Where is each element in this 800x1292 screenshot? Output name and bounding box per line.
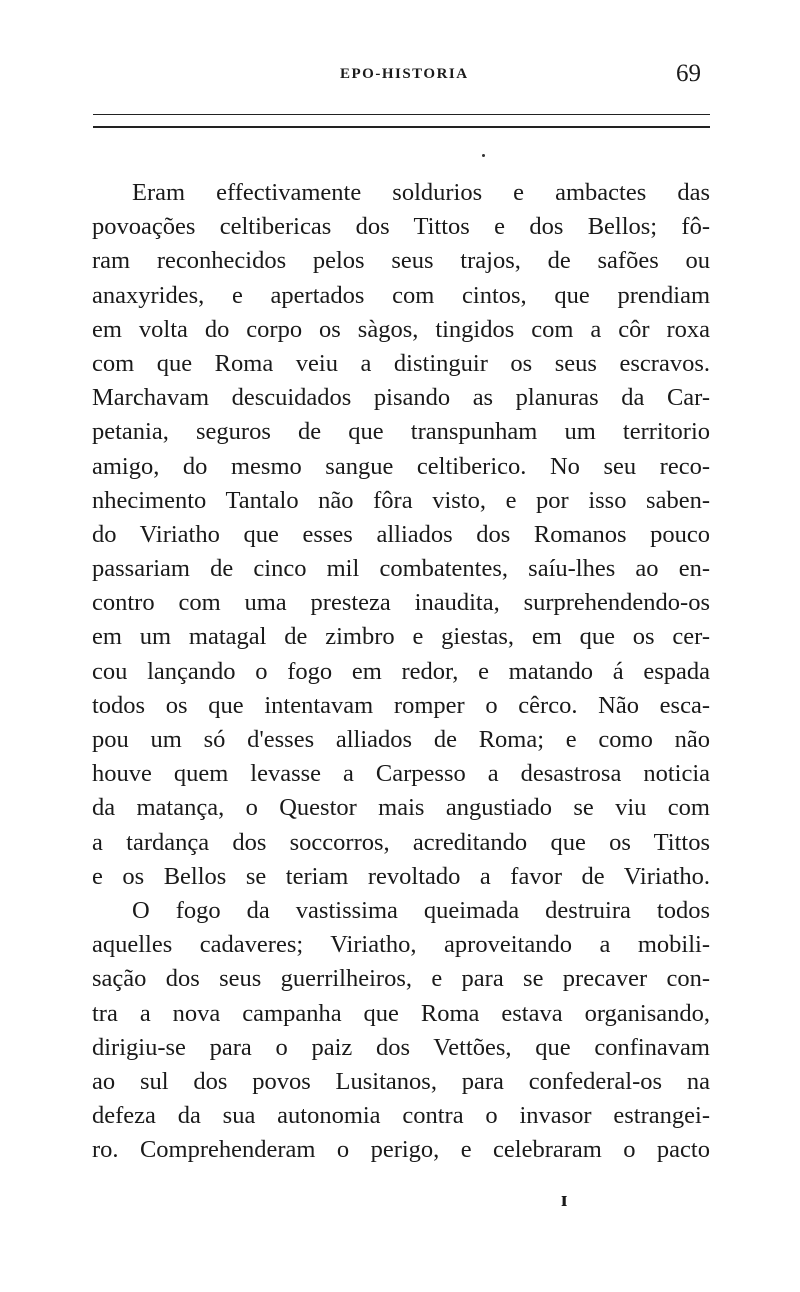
- print-speck: [482, 154, 485, 157]
- text-line: em volta do corpo os sàgos, tingidos com a côr roxa: [92, 315, 710, 343]
- text-line: dirigiu-se para o paiz dos Vettões, que confinavam: [92, 1033, 710, 1061]
- page-number: 69: [676, 60, 701, 87]
- text-line: e os Bellos se teriam revoltado a favor de Viriatho.: [92, 862, 710, 890]
- text-line: ao sul dos povos Lusitanos, para confederal-os na: [92, 1067, 710, 1095]
- text-line: tra a nova campanha que Roma estava organisando,: [92, 999, 710, 1027]
- text-line: contro com uma presteza inaudita, surprehendendo-os: [92, 589, 710, 617]
- text-line: a tardança dos soccorros, acreditando que os Tittos: [92, 828, 710, 856]
- text-line: Marchavam descuidados pisando as planuras da Car-: [92, 384, 710, 412]
- text-line: amigo, do mesmo sangue celtiberico. No seu reco-: [92, 452, 710, 480]
- text-line: do Viriatho que esses alliados dos Romanos pouco: [92, 520, 710, 548]
- text-line: passariam de cinco mil combatentes, saíu-lhes ao en-: [92, 555, 710, 583]
- text-line: aquelles cadaveres; Viriatho, aproveitando a mobili-: [92, 931, 710, 959]
- text-line: povoações celtibericas dos Tittos e dos Bellos; fô-: [92, 213, 710, 241]
- text-line: com que Roma veiu a distinguir os seus escravos.: [92, 349, 710, 377]
- text-line: sação dos seus guerrilheiros, e para se precaver con-: [92, 965, 710, 993]
- body-text: [92, 176, 710, 1167]
- text-line: em um matagal de zimbro e giestas, em que os cer-: [92, 623, 710, 651]
- text-line: O fogo da vastissima queimada destruira todos: [132, 896, 710, 924]
- text-line: da matança, o Questor mais angustiado se viu com: [92, 794, 710, 822]
- text-line: pou um só d'esses alliados de Roma; e como não: [92, 726, 710, 753]
- text-line: ram reconhecidos pelos seus trajos, de safões ou: [92, 247, 710, 275]
- header-rule-bottom: [93, 126, 710, 128]
- text-line: anaxyrides, e apertados com cintos, que prendiam: [92, 281, 710, 309]
- text-line: petania, seguros de que transpunham um territorio: [92, 418, 710, 446]
- text-line: defeza da sua autonomia contra o invasor estrangei-: [92, 1102, 710, 1130]
- running-title: EPO-HISTORIA: [340, 66, 469, 82]
- text-line: ro. Comprehenderam o perigo, e celebraram o pacto: [92, 1136, 710, 1164]
- text-line: cou lançando o fogo em redor, e matando á espada: [92, 657, 710, 685]
- header-rule-top: [93, 114, 710, 115]
- text-line: nhecimento Tantalo não fôra visto, e por isso saben-: [92, 486, 710, 514]
- signature-mark: ɪ: [561, 1186, 568, 1211]
- text-line: houve quem levasse a Carpesso a desastrosa noticia: [92, 760, 710, 788]
- text-line: todos os que intentavam romper o cêrco. Não esca-: [92, 691, 710, 719]
- text-line: Eram effectivamente soldurios e ambactes das: [132, 179, 710, 206]
